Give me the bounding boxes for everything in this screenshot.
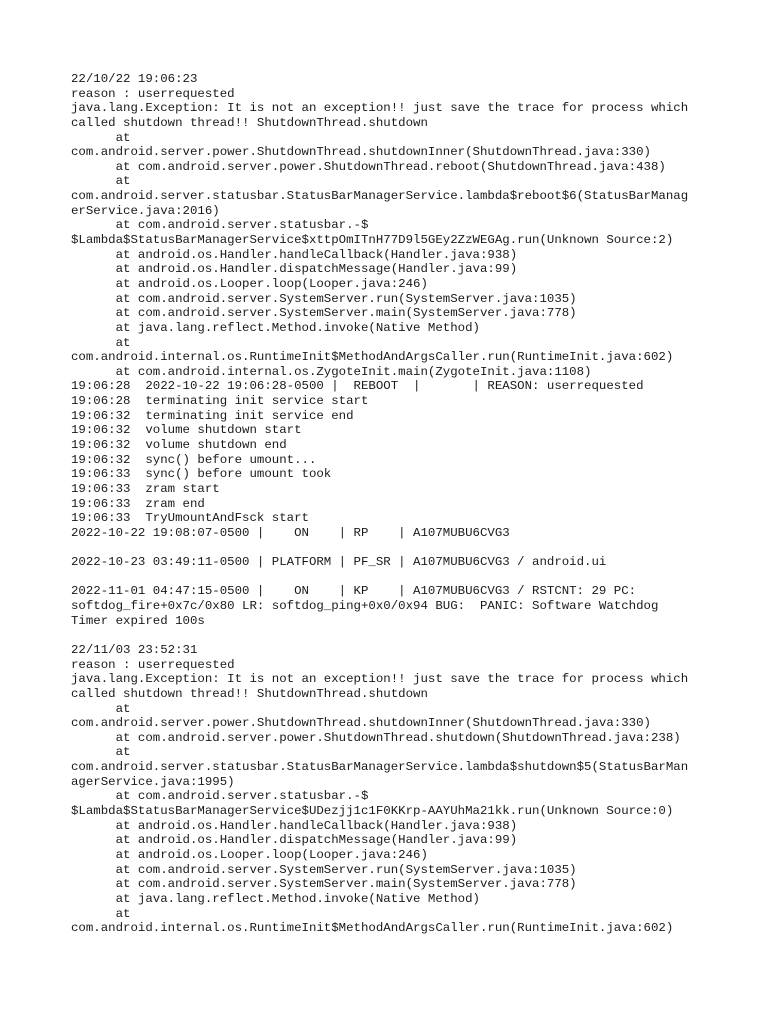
log-line: com.android.server.power.ShutdownThread.shutdownInner(ShutdownThread.java:330): [71, 145, 651, 160]
log-line: at com.android.server.power.ShutdownThread.shutdown(ShutdownThread.java:238): [71, 730, 681, 745]
log-line: at: [71, 335, 131, 350]
log-line: at com.android.server.SystemServer.run(SystemServer.java:1035): [71, 291, 577, 306]
log-line: com.android.server.statusbar.StatusBarManagerService.lambda$reboot$6(StatusBarManag: [71, 189, 689, 204]
log-line: [71, 541, 751, 556]
log-line: called shutdown thread!! ShutdownThread.shutdown: [71, 115, 428, 130]
log-line: 19:06:32 volume shutdown start: [71, 423, 302, 438]
log-line: at android.os.Handler.handleCallback(Handler.java:938): [71, 247, 518, 262]
log-line: at com.android.server.statusbar.-$: [71, 789, 369, 804]
log-line: $Lambda$StatusBarManagerService$UDezjj1c1F0KKrp-AAYUhMa21kk.run(Unknown Source:0): [71, 804, 674, 819]
log-line: softdog_fire+0x7c/0x80 LR: softdog_ping+0x0/0x94 BUG: PANIC: Software Watchdog: [71, 599, 659, 614]
log-line: 19:06:33 zram end: [71, 496, 205, 511]
log-line: erService.java:2016): [71, 203, 220, 218]
log-line: at android.os.Looper.loop(Looper.java:246): [71, 276, 428, 291]
log-line: at: [71, 130, 131, 145]
log-line: at: [71, 906, 131, 921]
log-line: 19:06:32 sync() before umount...: [71, 452, 317, 467]
log-line: com.android.internal.os.RuntimeInit$MethodAndArgsCaller.run(RuntimeInit.java:602): [71, 350, 674, 365]
log-line: at: [71, 174, 131, 189]
log-line: at: [71, 701, 131, 716]
log-line: 19:06:28 2022-10-22 19:06:28-0500 | REBOOT | | REASON: userrequested: [71, 379, 644, 394]
log-line: $Lambda$StatusBarManagerService$xttpOmITnH77D9l5GEy2ZzWEGAg.run(Unknown Source:2): [71, 233, 674, 248]
log-line: 2022-10-22 19:08:07-0500 | ON | RP | A107MUBU6CVG3: [71, 525, 510, 540]
log-line: 19:06:32 volume shutdown end: [71, 438, 287, 453]
log-line: reason : userrequested: [71, 86, 235, 101]
log-line: java.lang.Exception: It is not an exception!! just save the trace for process which: [71, 101, 689, 116]
log-line: [71, 570, 751, 585]
log-line: 19:06:33 sync() before umount took: [71, 467, 332, 482]
log-line: 19:06:33 TryUmountAndFsck start: [71, 511, 309, 526]
log-line: at java.lang.reflect.Method.invoke(Native Method): [71, 320, 480, 335]
log-line: at java.lang.reflect.Method.invoke(Native Method): [71, 891, 480, 906]
log-line: Timer expired 100s: [71, 613, 205, 628]
log-line: at com.android.server.power.ShutdownThread.reboot(ShutdownThread.java:438): [71, 159, 666, 174]
log-line: [71, 628, 751, 643]
log-line: 2022-11-01 04:47:15-0500 | ON | KP | A107MUBU6CVG3 / RSTCNT: 29 PC:: [71, 584, 637, 599]
log-document: [71, 72, 751, 936]
log-line: at android.os.Looper.loop(Looper.java:246): [71, 847, 428, 862]
log-line: agerService.java:1995): [71, 774, 235, 789]
log-line: called shutdown thread!! ShutdownThread.shutdown: [71, 686, 428, 701]
log-line: at android.os.Handler.dispatchMessage(Handler.java:99): [71, 833, 518, 848]
log-line: at com.android.internal.os.ZygoteInit.main(ZygoteInit.java:1108): [71, 364, 592, 379]
log-line: reason : userrequested: [71, 657, 235, 672]
log-line: com.android.server.power.ShutdownThread.shutdownInner(ShutdownThread.java:330): [71, 716, 651, 731]
log-line: 22/11/03 23:52:31: [71, 642, 198, 657]
log-line: at android.os.Handler.dispatchMessage(Handler.java:99): [71, 262, 518, 277]
log-line: java.lang.Exception: It is not an exception!! just save the trace for process which: [71, 672, 689, 687]
log-line: 2022-10-23 03:49:11-0500 | PLATFORM | PF_SR | A107MUBU6CVG3 / android.ui: [71, 555, 607, 570]
log-line: com.android.internal.os.RuntimeInit$MethodAndArgsCaller.run(RuntimeInit.java:602): [71, 921, 674, 936]
log-line: at com.android.server.statusbar.-$: [71, 218, 369, 233]
log-line: 22/10/22 19:06:23: [71, 72, 198, 86]
log-line: at com.android.server.SystemServer.run(SystemServer.java:1035): [71, 862, 577, 877]
log-line: com.android.server.statusbar.StatusBarManagerService.lambda$shutdown$5(StatusBarMan: [71, 760, 689, 775]
log-line: 19:06:28 terminating init service start: [71, 394, 369, 409]
log-line: at com.android.server.SystemServer.main(SystemServer.java:778): [71, 877, 577, 892]
log-line: at android.os.Handler.handleCallback(Handler.java:938): [71, 818, 518, 833]
log-line: at com.android.server.SystemServer.main(SystemServer.java:778): [71, 306, 577, 321]
log-line: 19:06:33 zram start: [71, 481, 220, 496]
log-line: at: [71, 745, 131, 760]
log-line: 19:06:32 terminating init service end: [71, 408, 354, 423]
